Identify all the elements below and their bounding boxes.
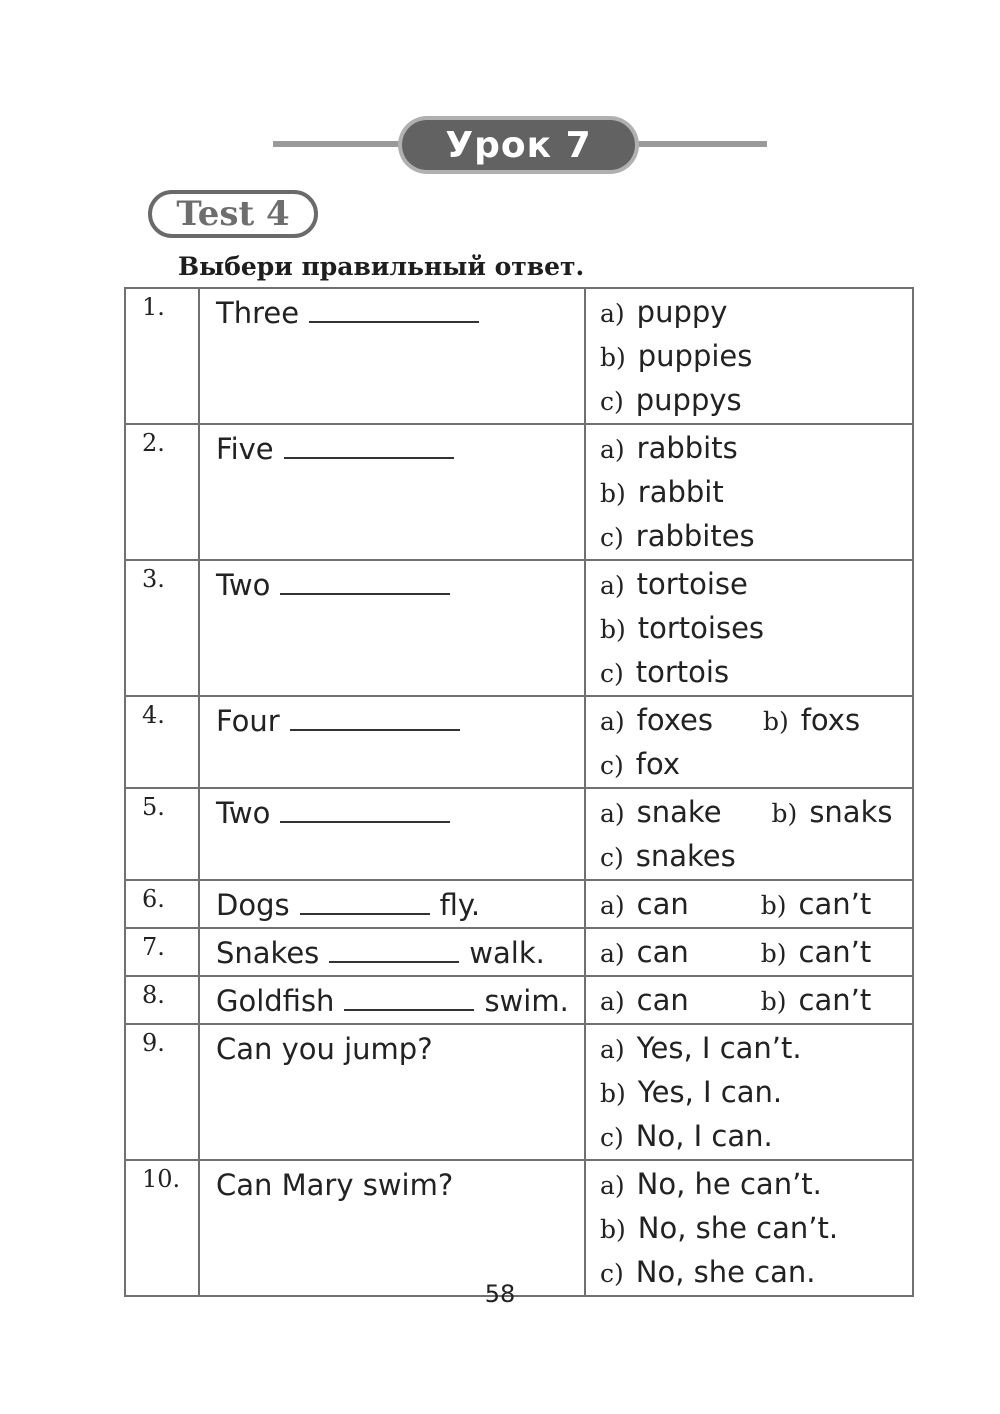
answer-option[interactable] [600,699,713,743]
option-text: No, she can’t. [637,1211,839,1245]
options-cell [585,928,913,976]
question-prompt: Three [216,296,300,330]
question-prompt: Can you jump? [216,1032,433,1066]
question-number-cell [125,880,199,928]
question-number-cell [125,1024,199,1160]
option-text: can’t [798,887,872,921]
answer-blank[interactable] [280,565,450,595]
option-letter: a) [600,435,625,464]
option-letter: b) [760,939,787,968]
option-text: foxs [800,703,861,737]
question-cell [199,928,585,976]
options-cell [585,288,913,424]
question-number: 8. [142,981,165,1009]
question-number-cell [125,696,199,788]
question-cell [199,560,585,696]
option-text: No, I can. [635,1119,773,1153]
answer-blank[interactable] [300,885,430,915]
question-cell [199,880,585,928]
question-number: 2. [142,429,165,457]
answer-option[interactable] [600,471,724,515]
question-text [200,789,584,835]
option-text: can [636,935,689,969]
question-cell [199,976,585,1024]
question-row [125,1160,913,1296]
answer-option[interactable] [600,1115,773,1159]
option-letter: a) [600,571,625,600]
option-text: rabbites [635,519,755,553]
option-letter: c) [600,523,624,552]
option-letter: a) [600,939,625,968]
question-prompt: Dogs [216,888,290,922]
option-text: can [636,887,689,921]
question-number-cell [125,560,199,696]
question-prompt: Can Mary swim? [216,1168,454,1202]
answer-option[interactable] [600,1071,782,1115]
option-text: can’t [798,935,872,969]
lesson-header [398,116,639,174]
question-row [125,424,913,560]
option-letter: c) [600,387,624,416]
test-badge: Test 4 [148,190,318,238]
option-letter: a) [600,987,625,1016]
option-text: foxes [636,703,713,737]
option-text: rabbit [637,475,724,509]
question-text [200,1161,584,1207]
option-text: No, he can’t. [636,1167,822,1201]
options-cell [585,1160,913,1296]
question-row [125,288,913,424]
question-cell [199,424,585,560]
answer-option[interactable] [600,563,748,607]
question-number-cell [125,1160,199,1296]
question-number: 5. [142,793,165,821]
answer-option[interactable] [761,931,871,975]
question-row [125,976,913,1024]
option-letter: c) [600,659,624,688]
answer-option[interactable] [600,1207,838,1251]
question-row [125,880,913,928]
question-cell [199,1160,585,1296]
question-row [125,928,913,976]
question-number: 9. [142,1029,165,1057]
question-prompt: Five [216,432,274,466]
options-cell [585,788,913,880]
option-letter: a) [600,299,625,328]
answer-option[interactable] [600,1027,802,1071]
question-number: 1. [142,293,165,321]
question-text [200,881,584,927]
answer-blank[interactable] [280,793,450,823]
answer-option[interactable] [761,883,871,927]
answer-option[interactable] [600,515,755,559]
answer-option[interactable] [600,427,738,471]
answer-option[interactable] [772,791,893,835]
page-number: 58 [484,1280,516,1308]
option-text: snake [636,795,722,829]
option-text: puppys [635,383,742,417]
question-row [125,696,913,788]
answer-blank[interactable] [290,701,460,731]
question-cell [199,696,585,788]
option-letter: b) [600,1079,626,1108]
answer-option[interactable] [600,607,764,651]
answer-option[interactable] [600,1163,822,1207]
options-cell [585,880,913,928]
question-row [125,1024,913,1160]
answer-option[interactable] [600,835,736,879]
answer-option[interactable] [600,743,680,787]
answer-blank[interactable] [309,293,479,323]
question-number-cell [125,424,199,560]
question-number-cell [125,288,199,424]
question-text [200,425,584,471]
question-number: 4. [142,701,165,729]
question-prompt: Two [216,568,271,602]
options-cell [585,560,913,696]
instruction: Выбери правильный ответ. [178,252,585,281]
option-letter: a) [600,799,625,828]
option-letter: c) [600,1123,624,1152]
question-prompt: Snakes [216,936,320,970]
question-suffix: walk. [469,936,545,970]
question-number-cell [125,976,199,1024]
question-text [200,561,584,607]
option-letter: a) [600,707,625,736]
option-letter: b) [762,707,789,736]
option-letter: c) [600,843,624,872]
quiz-table [124,287,914,1297]
option-text: can [636,983,689,1017]
answer-blank[interactable] [344,981,474,1011]
option-letter: b) [600,615,626,644]
option-letter: b) [760,987,787,1016]
answer-option[interactable] [600,979,689,1023]
option-letter: c) [600,1259,624,1288]
answer-option[interactable] [761,979,871,1023]
option-text: fox [635,747,680,781]
question-number: 3. [142,565,165,593]
option-text: puppy [636,295,728,329]
options-cell [585,1024,913,1160]
question-text [200,289,584,335]
question-text [200,1025,584,1071]
option-letter: a) [600,891,625,920]
options-cell [585,424,913,560]
option-letter: a) [600,1171,625,1200]
lesson-title: Урок 7 [402,120,635,170]
question-suffix: fly. [439,888,481,922]
option-text: tortoises [637,611,765,645]
question-cell [199,1024,585,1160]
answer-blank[interactable] [284,429,454,459]
answer-option[interactable] [763,699,860,743]
question-prompt: Four [216,704,280,738]
question-number: 6. [142,885,165,913]
answer-option[interactable] [600,883,689,927]
lesson-header-line-left [273,141,408,147]
answer-option[interactable] [600,931,689,975]
option-text: can’t [798,983,872,1017]
option-letter: b) [771,799,798,828]
question-text [200,929,584,975]
question-text [200,977,584,1023]
answer-option[interactable] [600,291,727,335]
question-row [125,788,913,880]
question-number-cell [125,928,199,976]
option-text: snakes [635,839,736,873]
option-letter: b) [600,343,626,372]
answer-option[interactable] [600,651,729,695]
question-cell [199,788,585,880]
question-row [125,560,913,696]
option-text: Yes, I can’t. [636,1031,802,1065]
option-text: Yes, I can. [637,1075,783,1109]
option-letter: c) [600,751,624,780]
option-text: tortoise [636,567,748,601]
options-cell [585,976,913,1024]
option-text: snaks [809,795,893,829]
answer-blank[interactable] [329,933,459,963]
lesson-header-line-right [630,141,767,147]
option-letter: b) [760,891,787,920]
question-number: 7. [142,933,165,961]
option-text: No, she can. [635,1255,816,1289]
option-letter: b) [600,479,626,508]
option-text: tortois [635,655,730,689]
question-prompt: Two [216,796,271,830]
question-prompt: Goldfish [216,984,335,1018]
question-suffix: swim. [484,984,569,1018]
option-letter: a) [600,1035,625,1064]
question-number-cell [125,788,199,880]
answer-option[interactable] [600,335,752,379]
option-letter: b) [600,1215,626,1244]
question-cell [199,288,585,424]
answer-option[interactable] [600,791,722,835]
options-cell [585,696,913,788]
question-text [200,697,584,743]
option-text: rabbits [636,431,738,465]
answer-option[interactable] [600,379,742,423]
option-text: puppies [637,339,753,373]
question-number: 10. [142,1165,181,1193]
